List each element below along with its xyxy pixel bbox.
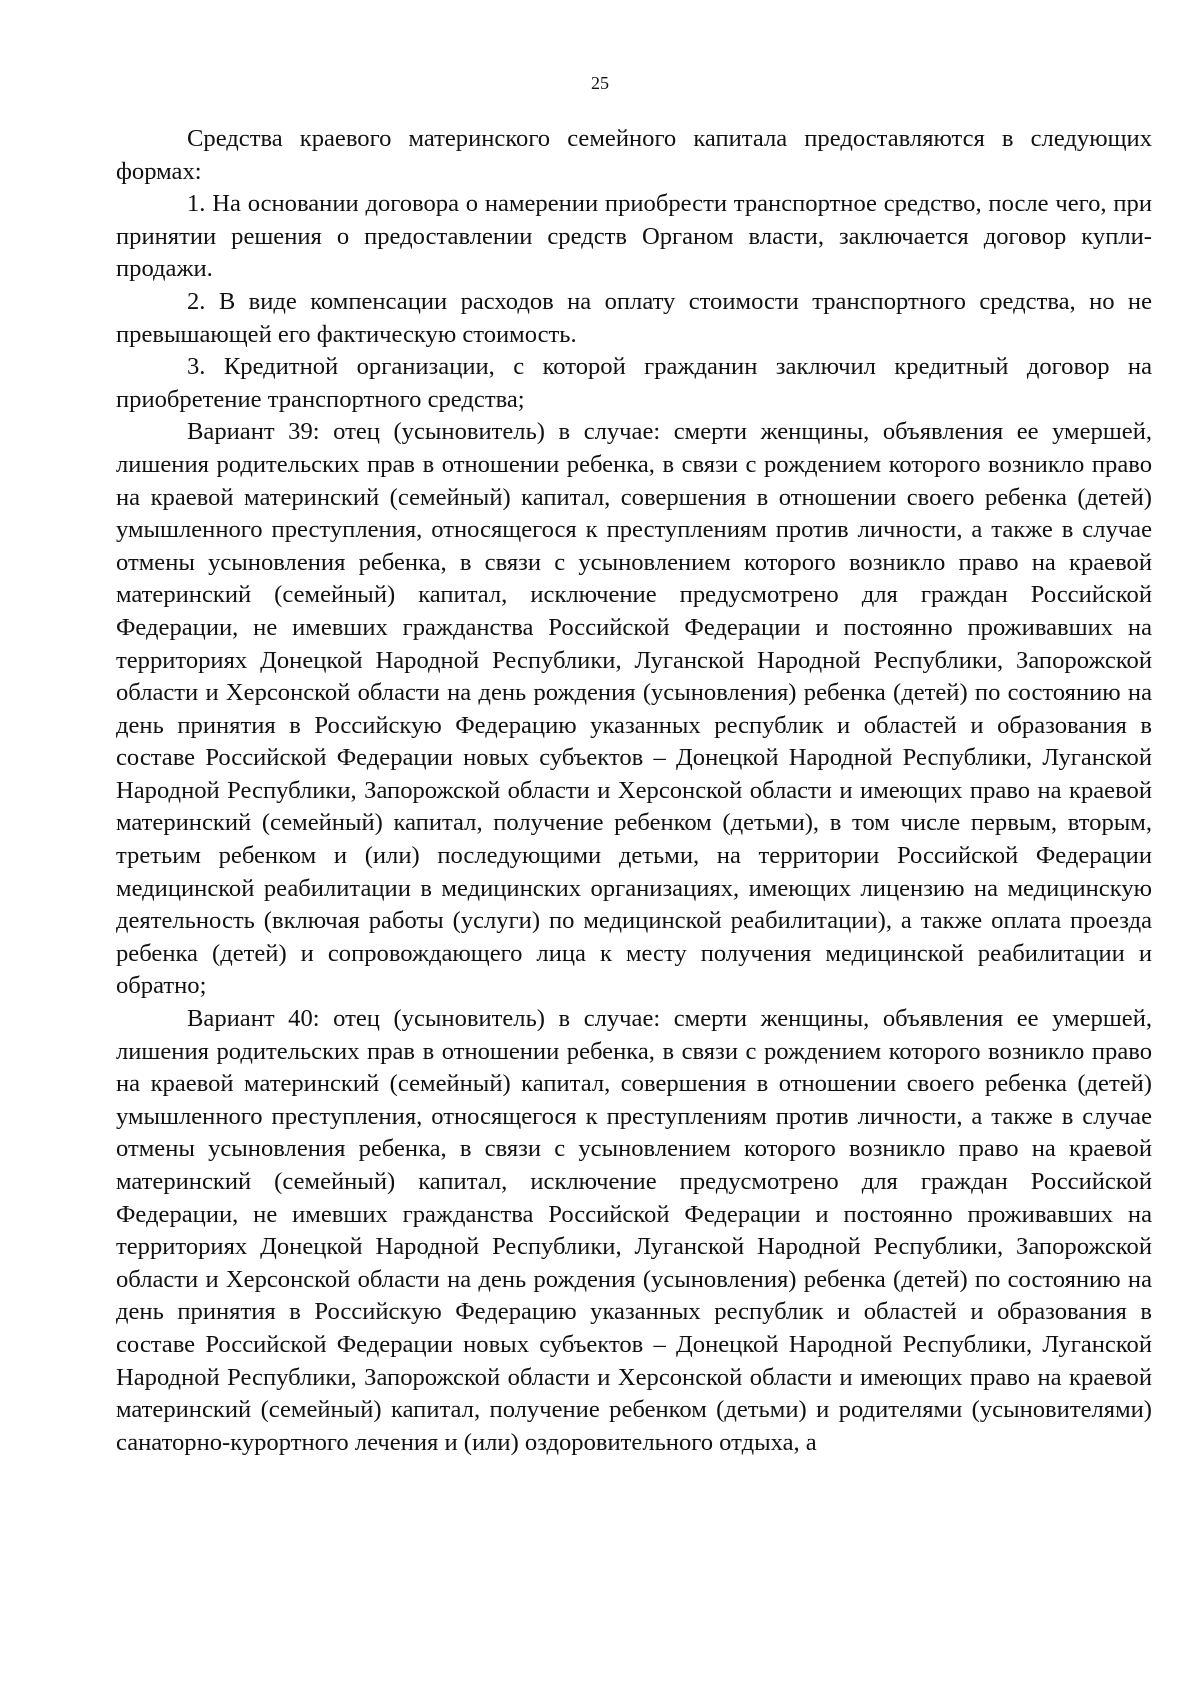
paragraph-item-2: 2. В виде компенсации расходов на оплату стоимости транспортного средства, но не превышающей его фактическую стоимость. xyxy=(116,287,1152,348)
paragraph-item-3: 3. Кредитной организации, с которой гражданин заключил кредитный договор на приобретение транспортного средства; xyxy=(116,353,1152,413)
paragraph-intro: Средства краевого материнского семейного капитала предоставляются в следующих формах: xyxy=(116,125,1152,185)
page-number: 25 xyxy=(591,73,609,93)
paragraph-variant-39: Вариант 39: отец (усыновитель) в случае: смерти женщины, объявления ее умершей, лишения родительских прав в отношении ребенка, в связи с рождением которого возникло право на краевой материнский (семейный) капитал, совершения в отношении своего ребенка (детей) умышленного преступления, относящегося к преступлениям против личности, а также в случае отмены усыновления ребенка, в связи с усыновлением которого возникло право на краевой материнский (семейный) капитал, исключение предусмотрено для граждан Российской Федерации, не имевших гражданства Российской Федерации и постоянно проживавших на территориях Донецкой Народной Республики, Луганской Народной Республики, Запорожской области и Херсонской области на день рождения (усыновления) ребенка (детей) по состоянию на день принятия в Российскую Федерацию указанных республик и областей и образования в составе Российской Федерации новых субъектов – Донецкой Народной Республики, Луганской Народной Республики, Запорожской области и Херсонской области и имеющих право на краевой материнский (семейный) капитал, получение ребенком (детьми), в том числе первым, вторым, третьим ребенком и (или) последующими детьми, на территории Российской Федерации медицинской реабилитации в медицинских организациях, имеющих лицензию на медицинскую деятельность (включая работы (услуги) по медицинской реабилитации), а также оплата проезда ребенка (детей) и сопровождающего лица к месту получения медицинской реабилитации и обратно; xyxy=(116,418,1152,1000)
document-body xyxy=(116,123,1152,1459)
paragraph-item-1: 1. На основании договора о намерении приобрести транспортное средство, после чего, при принятии решения о предоставлении средств Органом власти, заключается договор купли-продажи. xyxy=(116,190,1152,283)
paragraph-variant-40: Вариант 40: отец (усыновитель) в случае: смерти женщины, объявления ее умершей, лишения родительских прав в отношении ребенка, в связи с рождением которого возникло право на краевой материнский (семейный) капитал, совершения в отношении своего ребенка (детей) умышленного преступления, относящегося к преступлениям против личности, а также в случае отмены усыновления ребенка, в связи с усыновлением которого возникло право на краевой материнский (семейный) капитал, исключение предусмотрено для граждан Российской Федерации, не имевших гражданства Российской Федерации и постоянно проживавших на территориях Донецкой Народной Республики, Луганской Народной Республики, Запорожской области и Херсонской области на день рождения (усыновления) ребенка (детей) по состоянию на день принятия в Российскую Федерацию указанных республик и областей и образования в составе Российской Федерации новых субъектов – Донецкой Народной Республики, Луганской Народной Республики, Запорожской области и Херсонской области и имеющих право на краевой материнский (семейный) капитал, получение ребенком (детьми) и родителями (усыновителями) санаторно-курортного лечения и (или) оздоровительного отдыха, а xyxy=(116,1005,1152,1456)
